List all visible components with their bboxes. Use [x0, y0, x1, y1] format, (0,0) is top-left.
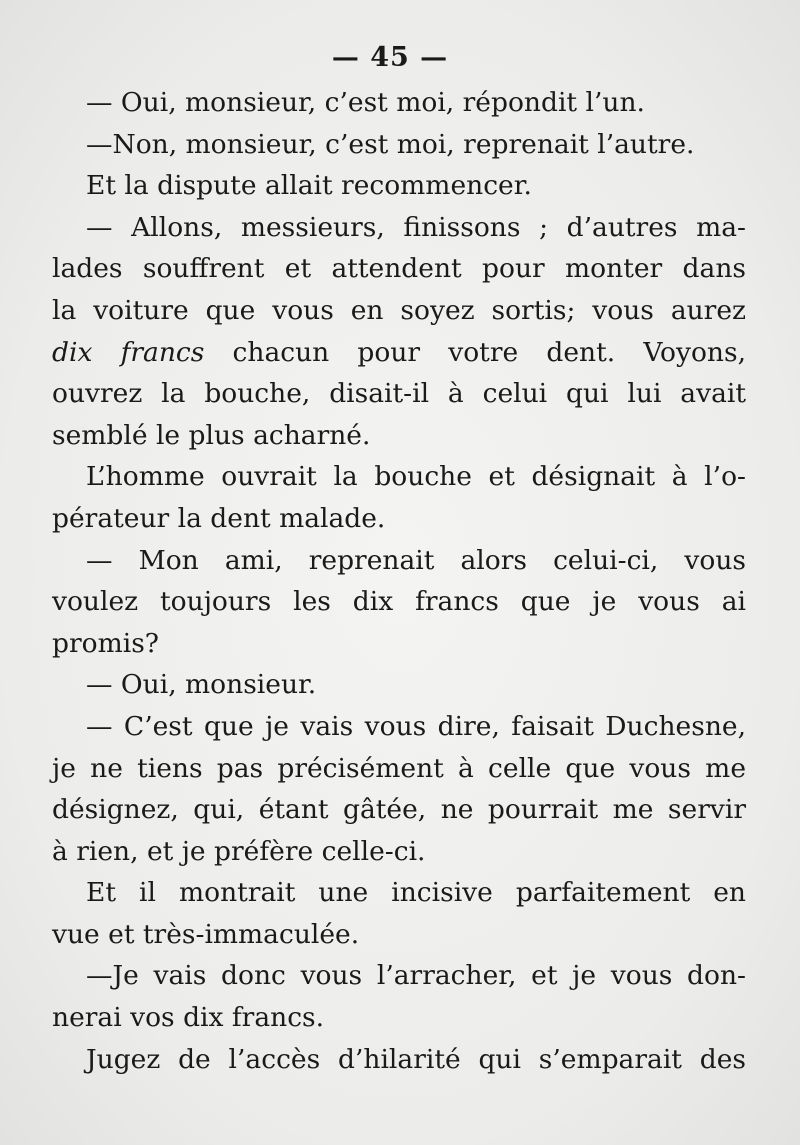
line-text: — C’est que je vais vous dire, faisait Duchesne,: [86, 710, 746, 742]
line-text: désignez, qui, étant gâtée, ne pourrait me servir: [52, 794, 746, 826]
text-line: [52, 789, 746, 831]
text-line: [52, 456, 746, 498]
text-line: [52, 748, 746, 790]
text-line: [52, 831, 746, 873]
line-text: vue et très-immaculée.: [52, 918, 360, 950]
text-line: [52, 955, 746, 997]
body-text: [52, 82, 746, 1080]
text-line: [52, 165, 746, 207]
line-text: Jugez de l’accès d’hilarité qui s’emparait des: [86, 1043, 746, 1075]
line-text: — Allons, messieurs, finissons ; d’autres ma-: [86, 211, 746, 243]
text-line: [52, 415, 746, 457]
line-text: à rien, et je préfère celle-ci.: [52, 835, 426, 867]
italic-text: dix francs: [52, 336, 205, 368]
text-line: [52, 124, 746, 166]
text-line: [52, 82, 746, 124]
line-text: L’homme ouvrait la bouche et désignait à l’o-: [86, 461, 746, 493]
line-text: —Non, monsieur, c’est moi, reprenait l’autre.: [86, 128, 695, 160]
text-line: [52, 1039, 746, 1081]
line-text: Et il montrait une incisive parfaitement en: [86, 877, 746, 909]
line-text: Et la dispute allait recommencer.: [86, 170, 532, 202]
text-line: [52, 290, 746, 332]
line-text: lades souffrent et attendent pour monter dans: [52, 253, 746, 285]
line-text: ouvrez la bouche, disait-il à celui qui lui avait: [52, 378, 746, 410]
line-text: — Oui, monsieur, c’est moi, répondit l’un.: [86, 87, 645, 118]
text-line: [52, 373, 746, 415]
text-line: [52, 872, 746, 914]
line-text: pérateur la dent malade.: [52, 502, 386, 534]
text-line: [52, 997, 746, 1039]
line-text: —Je vais donc vous l’arracher, et je vous don-: [86, 960, 746, 992]
line-text: la voiture que vous en soyez sortis; vous aurez: [52, 294, 746, 326]
text-line: [52, 623, 746, 665]
text-line: [52, 332, 746, 374]
line-text: nerai vos dix francs.: [52, 1002, 325, 1034]
page-number: — 45 —: [331, 42, 449, 73]
text-line: [52, 207, 746, 249]
text-line: [52, 540, 746, 582]
text-line: [52, 248, 746, 290]
text-line: [52, 664, 746, 706]
text-line: [52, 706, 746, 748]
line-text: je ne tiens pas précisément à celle que vous me: [52, 752, 746, 784]
text-line: [52, 581, 746, 623]
line-text: — Mon ami, reprenait alors celui-ci, vous: [86, 544, 746, 576]
line-text: chacun pour votre dent. Voyons,: [204, 336, 747, 368]
line-text: semblé le plus acharné.: [52, 419, 371, 451]
line-text: voulez toujours les dix francs que je vous ai: [52, 586, 746, 618]
line-text: — Oui, monsieur.: [86, 669, 317, 701]
text-line: [52, 498, 746, 540]
line-text: promis?: [52, 627, 159, 659]
text-line: [52, 914, 746, 956]
